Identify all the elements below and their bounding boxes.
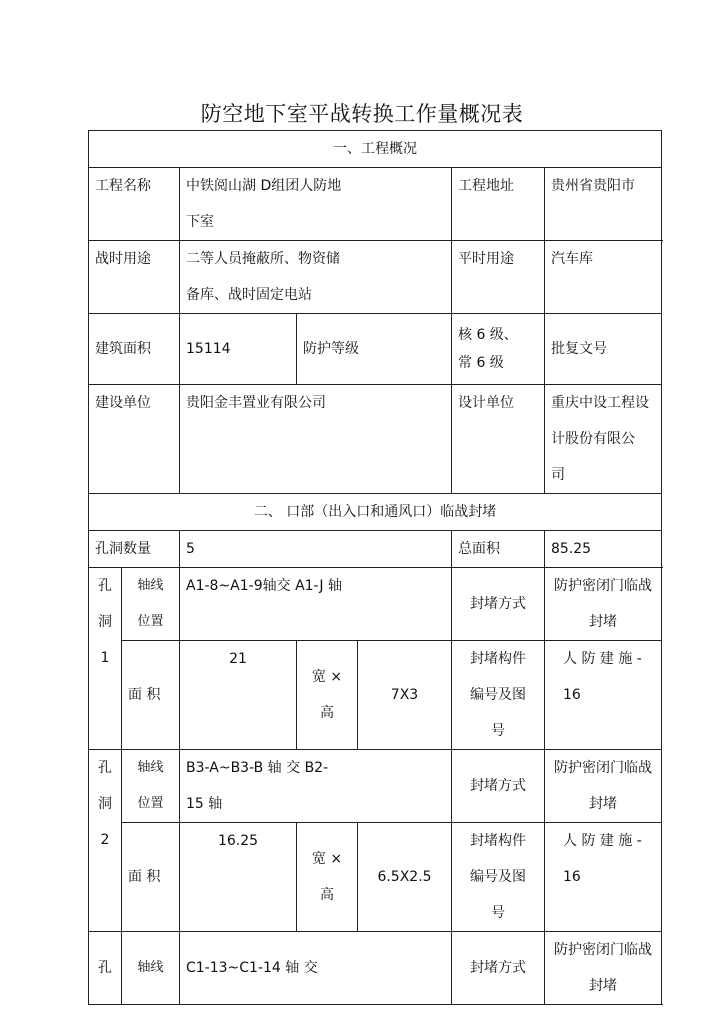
project-address-label: 工程地址 [452, 168, 545, 241]
building-area-value: 15114 [180, 314, 297, 385]
opening-2-axis-value: B3-A~B3-B 轴 交 B2- 15 轴 [180, 750, 452, 823]
designer-value: 重庆中设工程设计股份有限公 司 [545, 385, 662, 494]
wartime-use-label: 战时用途 [89, 241, 180, 314]
opening-1-area-value: 21 [180, 641, 297, 750]
opening-1-wh-label: 宽 × 高 [297, 641, 358, 750]
opening-3-id: 孔 [89, 932, 122, 1005]
opening-count-value: 5 [180, 531, 452, 568]
opening-1-axis-value: A1-8~A1-9轴交 A1-J 轴 [180, 568, 452, 641]
opening-2-seal-method: 防护密闭门临战封堵 [545, 750, 662, 823]
opening-1-component-label: 封堵构件 编号及图 号 [452, 641, 545, 750]
project-address-value: 贵州省贵阳市 [545, 168, 662, 241]
opening-1-seal-method-label: 封堵方式 [452, 568, 545, 641]
opening-2-axis-label: 轴线 位置 [122, 750, 180, 823]
builder-value: 贵阳金丰置业有限公司 [180, 385, 452, 494]
opening-3-axis-value: C1-13~C1-14 轴 交 [180, 932, 452, 1005]
protection-level-label: 防护等级 [297, 314, 452, 385]
opening-count-label: 孔洞数量 [89, 531, 180, 568]
builder-label: 建设单位 [89, 385, 180, 494]
total-area-label: 总面积 [452, 531, 545, 568]
approval-label: 批复文号 [545, 314, 662, 385]
opening-2-area-label: 面 积 [122, 823, 180, 932]
opening-1-component-value: 人 防 建 施 - 16 [545, 641, 662, 750]
opening-2-component-label: 封堵构件 编号及图 号 [452, 823, 545, 932]
wartime-use-value: 二等人员掩蔽所、物资储 备库、战时固定电站 [180, 241, 452, 314]
opening-2-area-value: 16.25 [180, 823, 297, 932]
opening-2-component-value: 人 防 建 施 - 16 [545, 823, 662, 932]
peacetime-use-value: 汽车库 [545, 241, 662, 314]
opening-1-axis-label: 轴线 位置 [122, 568, 180, 641]
opening-1-size: 7X3 [358, 641, 452, 750]
project-name-label: 工程名称 [89, 168, 180, 241]
designer-label: 设计单位 [452, 385, 545, 494]
summary-table [88, 130, 662, 1005]
section-2-header: 二、 口部（出入口和通风口）临战封堵 [89, 494, 662, 531]
project-name-value: 中铁阅山湖 D组团人防地 下室 [180, 168, 452, 241]
section-1-header: 一、工程概况 [89, 131, 662, 168]
building-area-label: 建筑面积 [89, 314, 180, 385]
opening-3-seal-method: 防护密闭门临战封堵 [545, 932, 662, 1005]
opening-2-id: 孔 洞 2 [89, 750, 122, 932]
opening-1-seal-method: 防护密闭门临战封堵 [545, 568, 662, 641]
opening-3-seal-method-label: 封堵方式 [452, 932, 545, 1005]
opening-1-area-label: 面 积 [122, 641, 180, 750]
peacetime-use-label: 平时用途 [452, 241, 545, 314]
total-area-value: 85.25 [545, 531, 662, 568]
document-title: 防空地下室平战转换工作量概况表 [200, 102, 524, 126]
opening-3-axis-label: 轴线 [122, 932, 180, 1005]
opening-2-size: 6.5X2.5 [358, 823, 452, 932]
protection-level-value: 核 6 级、 常 6 级 [452, 314, 545, 385]
opening-2-wh-label: 宽 × 高 [297, 823, 358, 932]
opening-1-id: 孔 洞 1 [89, 568, 122, 750]
opening-2-seal-method-label: 封堵方式 [452, 750, 545, 823]
